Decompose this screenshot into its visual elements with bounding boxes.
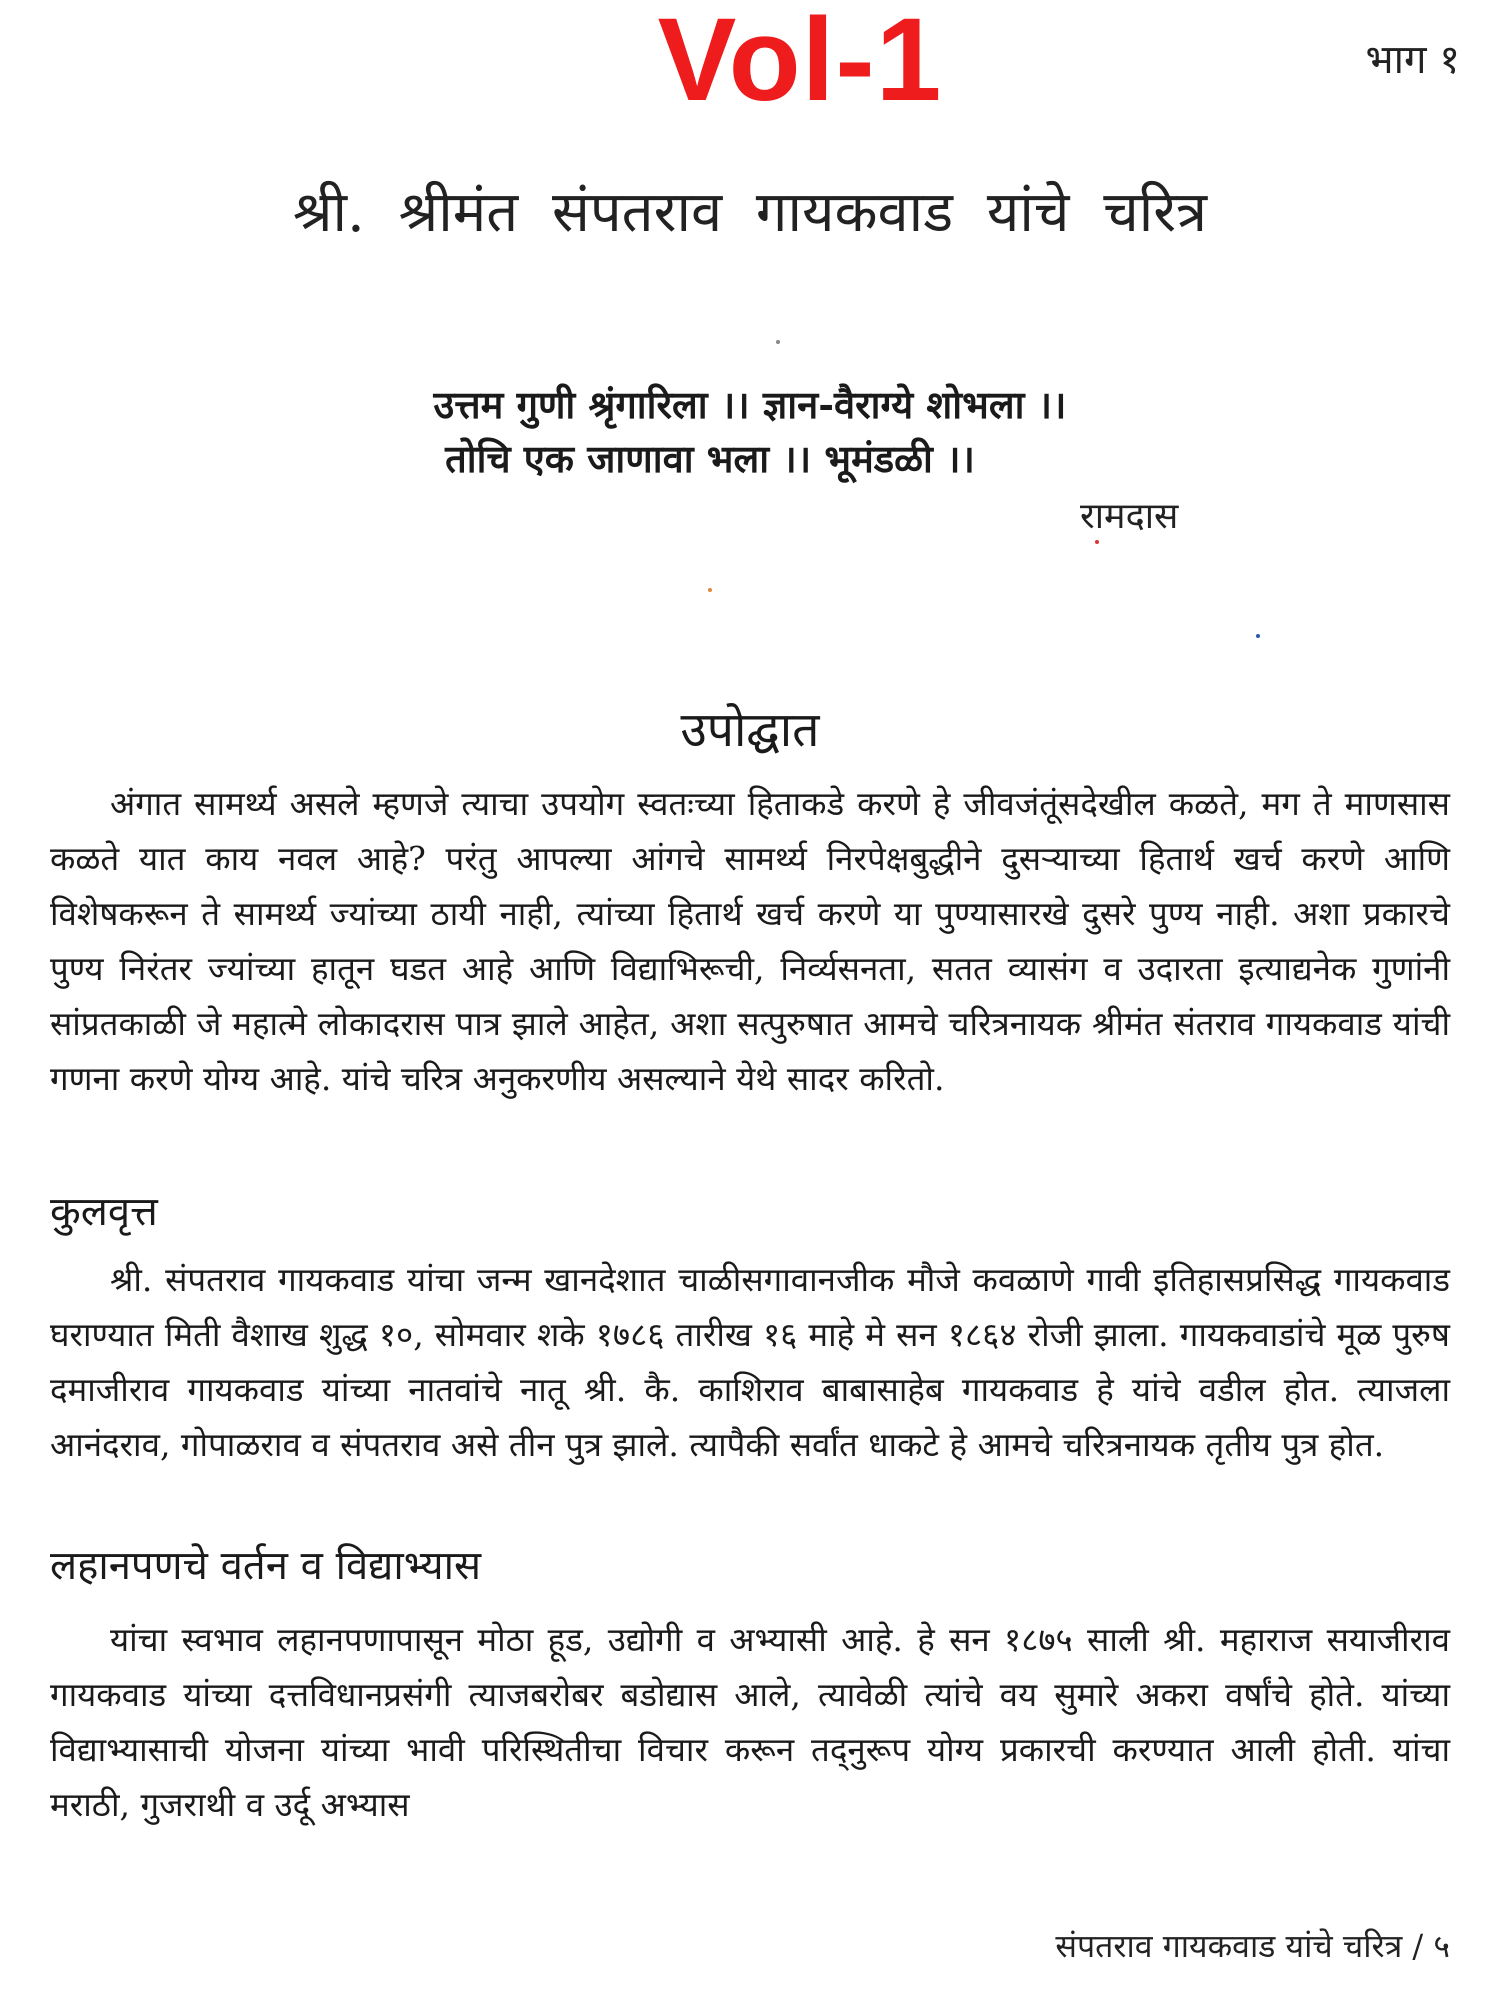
scan-speck [1095,540,1099,544]
scan-speck [776,340,780,344]
lineage-paragraph: श्री. संपतराव गायकवाड यांचा जन्म खानदेशात चाळीसगावानजीक मौजे कवळाणे गावी इतिहासप्रसिद्ध गायकवाड घराण्यात मिती वैशाख शुद्ध १०, सोमवार शके १७८६ तारीख १६ माहे मे सन १८६४ रोजी झाला. गायकवाडांचे मूळ पुरुष दमाजीराव गायकवाड यांच्या नातवांचे नातू श्री. कै. काशिराव बाबासाहेब गायकवाड हे यांचे वडील होत. त्याजला आनंदराव, गोपाळराव व संपतराव असे तीन पुत्र झाले. त्यापैकी सर्वांत धाकटे हे आमचे चरित्रनायक तृतीय पुत्र होत. [50,1260,1450,1464]
childhood-paragraph: यांचा स्वभाव लहानपणापासून मोठा हूड, उद्योगी व अभ्यासी आहे. हे सन १८७५ साली श्री. महाराज सयाजीराव गायकवाड यांच्या दत्तविधानप्रसंगी त्याजबरोबर बडोद्यास आले, त्यावेळी त्यांचे वय सुमारे अकरा वर्षांचे होते. यांच्या विद्याभ्यासाची योजना यांच्या भावी परिस्थितीचा विचार करून तद्नुरूप योग्य प्रकारची करण्यात आली होती. यांचा मराठी, गुजराथी व उर्दू अभ्यास [50,1620,1450,1824]
scan-speck [708,588,712,592]
section-heading-childhood: लहानपणचे वर्तन व विद्याभ्यास [50,1543,481,1589]
part-label: भाग १ [1365,37,1460,83]
verse-line-2: तोचि एक जाणावा भला ।। भूमंडळी ।। [445,436,975,481]
volume-label: Vol-1 [657,0,943,126]
section-heading-lineage: कुलवृत्त [50,1189,158,1235]
section-heading-intro: उपोद्घात [680,702,820,758]
intro-paragraph: अंगात सामर्थ्य असले म्हणजे त्याचा उपयोग स्वतःच्या हिताकडे करणे हे जीवजंतूंसदेखील कळते, मग ते माणसास कळते यात काय नवल आहे? परंतु आपल्या आंगचे सामर्थ्य निरपेक्षबुद्धीने दुसऱ्याच्या हितार्थ खर्च करणे आणि विशेषकरून ते सामर्थ्य ज्यांच्या ठायी नाही, त्यांच्या हितार्थ खर्च करणे या पुण्यासारखे दुसरे पुण्य नाही. अशा प्रकारचे पुण्य निरंतर ज्यांच्या हातून घडत आहे आणि विद्याभिरूची, निर्व्यसनता, सतत व्यासंग व उदारता इत्याद्यनेक गुणांनी सांप्रतकाळी जे महात्मे लोकादरास पात्र झाले आहेत, अशा सत्पुरुषात आमचे चरित्रनायक श्रीमंत संतराव गायकवाड यांची गणना करणे योग्य आहे. यांचे चरित्र अनुकरणीय असल्याने येथे सादर करितो. [50,784,1450,1098]
page-footer: संपतराव गायकवाड यांचे चरित्र / ५ [1055,1927,1450,1965]
page-title: श्री. श्रीमंत संपतराव गायकवाड यांचे चरित्र [292,180,1208,245]
verse-line-1: उत्तम गुणी श्रृंगारिला ।। ज्ञान-वैराग्ये शोभला ।। [433,382,1067,427]
verse-author: रामदास [1080,496,1179,537]
scan-speck [1256,634,1260,638]
